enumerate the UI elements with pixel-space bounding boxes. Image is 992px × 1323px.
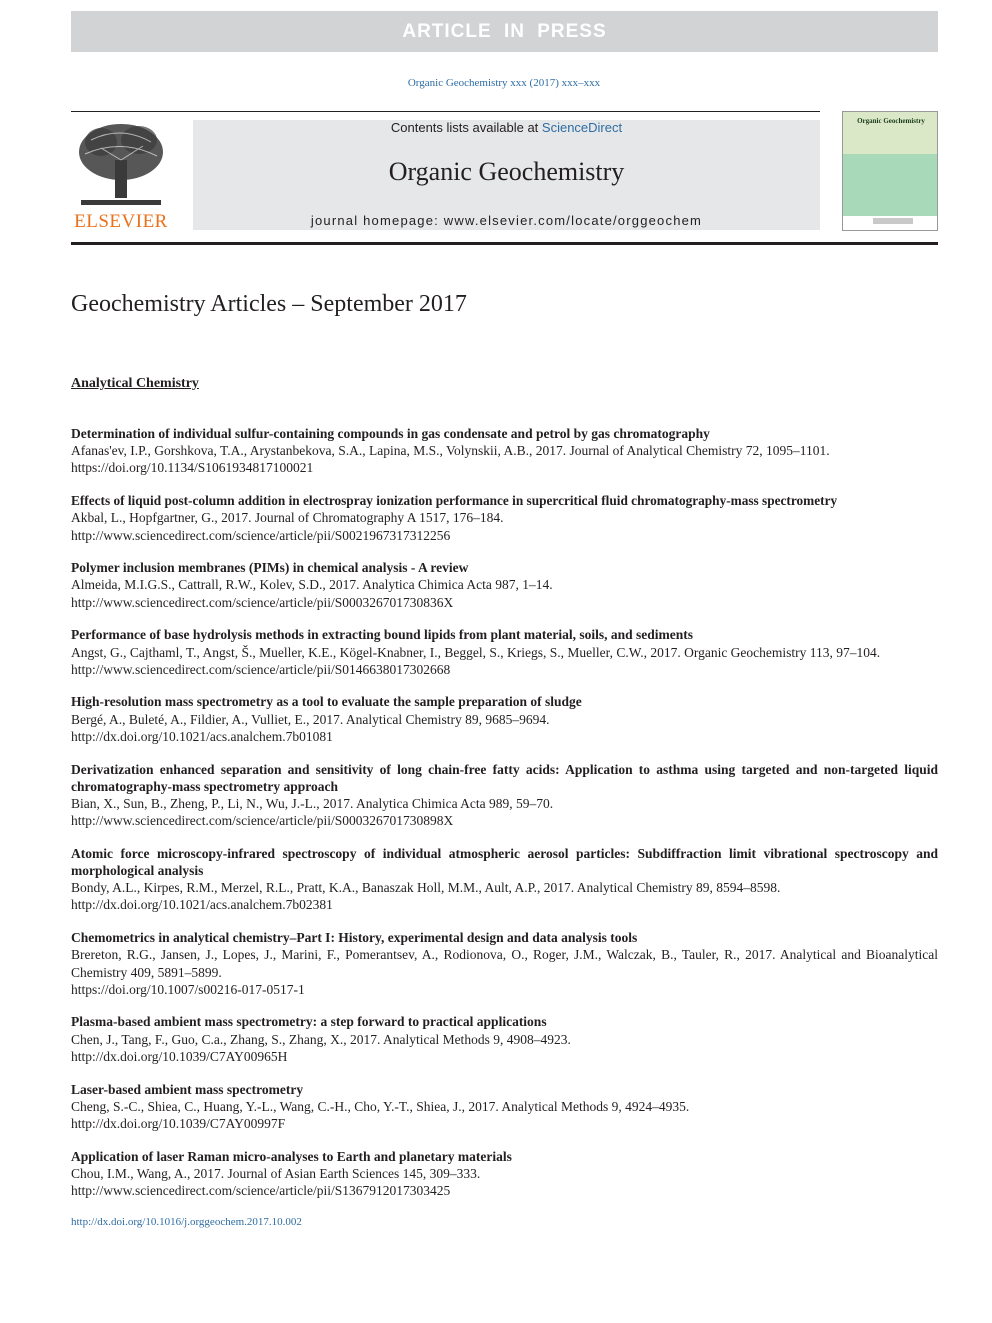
reference-title: Chemometrics in analytical chemistry–Part I: History, experimental design and data analysis tools bbox=[71, 930, 638, 946]
reference-item bbox=[71, 845, 938, 914]
journal-homepage-link[interactable]: journal homepage: www.elsevier.com/locate/orggeochem bbox=[310, 213, 703, 228]
reference-authors: Almeida, M.I.G.S., Cattrall, R.W., Kolev, S.D., 2017. Analytica Chimica Acta 987, 1–14. bbox=[71, 577, 553, 593]
reference-title: Laser-based ambient mass spectrometry bbox=[71, 1081, 304, 1097]
reference-title: Effects of liquid post-column addition in electrospray ionization performance in supercritical fluid chromatography-mass spectrometry bbox=[71, 493, 838, 509]
reference-link[interactable]: http://dx.doi.org/10.1021/acs.analchem.7b01081 bbox=[71, 728, 333, 744]
reference-authors: Afanas'ev, I.P., Gorshkova, T.A., Arystanbekova, S.A., Lapina, M.S., Volynskii, A.B., 2017. Journal of Analytical Chemistry 72, 1095–1101. bbox=[71, 443, 830, 459]
reference-authors: Chou, I.M., Wang, A., 2017. Journal of Asian Earth Sciences 145, 309–333. bbox=[71, 1165, 481, 1181]
reference-authors: Bergé, A., Buleté, A., Fildier, A., Vulliet, E., 2017. Analytical Chemistry 89, 9685–9694. bbox=[71, 711, 550, 727]
reference-authors: Cheng, S.-C., Shiea, C., Huang, Y.-L., Wang, C.-H., Cho, Y.-T., Shiea, J., 2017. Analytical Methods 9, 4924–4935. bbox=[71, 1098, 690, 1114]
reference-title: Determination of individual sulfur-containing compounds in gas condensate and petrol by gas chromatography bbox=[71, 426, 710, 441]
contents-available-line bbox=[193, 120, 820, 135]
reference-item bbox=[71, 693, 938, 745]
reference-authors: Bian, X., Sun, B., Zheng, P., Li, N., Wu, J.-L., 2017. Analytica Chimica Acta 989, 59–70. bbox=[71, 795, 554, 811]
reference-authors: Brereton, R.G., Jansen, J., Lopes, J., Marini, F., Pomerantsev, A., Rodionova, O., Roger, J.M., Walczak, B., Tauler, R., 2017. Analytical and Bioanalytical Chemistry 409, 5891–5899. bbox=[71, 947, 938, 980]
article-in-press-banner bbox=[71, 11, 938, 52]
reference-title: Plasma-based ambient mass spectrometry: a step forward to practical applications bbox=[71, 1014, 547, 1030]
reference-link[interactable]: http://www.sciencedirect.com/science/article/pii/S000326701730898X bbox=[71, 813, 454, 829]
reference-link[interactable]: http://dx.doi.org/10.1039/C7AY00997F bbox=[71, 1116, 286, 1131]
reference-item bbox=[71, 929, 938, 998]
sciencedirect-link[interactable]: ScienceDirect bbox=[541, 120, 623, 135]
reference-link[interactable]: https://doi.org/10.1134/S1061934817100021 bbox=[71, 460, 314, 476]
reference-item bbox=[71, 626, 938, 678]
reference-item bbox=[71, 492, 938, 544]
article-doi-link[interactable]: http://dx.doi.org/10.1016/j.orggeochem.2017.10.002 bbox=[71, 1216, 302, 1228]
header-divider-top bbox=[71, 111, 820, 112]
reference-authors: Chen, J., Tang, F., Guo, C.a., Zhang, S., Zhang, X., 2017. Analytical Methods 9, 4908–4923. bbox=[71, 1031, 571, 1047]
reference-link[interactable]: https://doi.org/10.1007/s00216-017-0517-1 bbox=[71, 981, 305, 997]
reference-authors: Akbal, L., Hopfgartner, G., 2017. Journal of Chromatography A 1517, 176–184. bbox=[71, 510, 504, 526]
journal-title: Organic Geochemistry bbox=[388, 157, 625, 186]
contents-prefix: Contents lists available at bbox=[390, 120, 542, 135]
journal-citation-link[interactable]: Organic Geochemistry xxx (2017) xxx–xxx bbox=[407, 77, 601, 89]
article-title: Geochemistry Articles – September 2017 bbox=[71, 291, 467, 317]
reference-list bbox=[71, 425, 938, 1215]
reference-link[interactable]: http://www.sciencedirect.com/science/article/pii/S000326701730836X bbox=[71, 594, 454, 610]
reference-item bbox=[71, 761, 938, 830]
reference-title: Derivatization enhanced separation and sensitivity of long chain-free fatty acids: Application to asthma using targeted and non-targeted liquid chromatography-mass spectrometry approach bbox=[71, 761, 938, 794]
reference-link[interactable]: http://www.sciencedirect.com/science/article/pii/S0146638017302668 bbox=[71, 661, 451, 677]
reference-title: High-resolution mass spectrometry as a tool to evaluate the sample preparation of sludge bbox=[71, 694, 582, 710]
reference-item bbox=[71, 1081, 938, 1133]
reference-item bbox=[71, 425, 938, 477]
reference-authors: Bondy, A.L., Kirpes, R.M., Merzel, R.L., Pratt, K.A., Banaszak Holl, M.M., Ault, A.P., 2017. Analytical Chemistry 89, 8594–8598. bbox=[71, 880, 781, 896]
reference-item bbox=[71, 1148, 938, 1200]
reference-item bbox=[71, 1013, 938, 1065]
reference-title: Polymer inclusion membranes (PIMs) in chemical analysis - A review bbox=[71, 560, 469, 576]
cover-title: Organic Geochemistry bbox=[857, 117, 925, 125]
reference-title: Application of laser Raman micro-analyses to Earth and planetary materials bbox=[71, 1148, 512, 1164]
section-heading: Analytical Chemistry bbox=[71, 376, 199, 391]
banner-text: ARTICLE IN PRESS bbox=[402, 20, 607, 42]
reference-link[interactable]: http://dx.doi.org/10.1039/C7AY00965H bbox=[71, 1048, 288, 1064]
reference-authors: Angst, G., Cajthaml, T., Angst, Š., Mueller, K.E., Kögel-Knabner, I., Beggel, S., Kriegs, S., Mueller, C.W., 2017. Organic Geochemistry 113, 97–104. bbox=[71, 644, 881, 660]
header-divider-bottom bbox=[71, 242, 938, 245]
reference-title: Performance of base hydrolysis methods in extracting bound lipids from plant material, soils, and sediments bbox=[71, 627, 694, 643]
reference-title: Atomic force microscopy-infrared spectroscopy of individual atmospheric aerosol particles: Subdiffraction limit vibrational spectroscopy and morphological analysis bbox=[71, 845, 938, 879]
reference-link[interactable]: http://www.sciencedirect.com/science/article/pii/S1367912017303425 bbox=[71, 1183, 451, 1199]
reference-link[interactable]: http://dx.doi.org/10.1021/acs.analchem.7b02381 bbox=[71, 897, 333, 913]
journal-masthead bbox=[193, 120, 820, 230]
journal-cover-thumbnail bbox=[842, 111, 938, 231]
publisher-wordmark: ELSEVIER bbox=[74, 211, 168, 232]
reference-link[interactable]: http://www.sciencedirect.com/science/article/pii/S0021967317312256 bbox=[71, 527, 451, 543]
reference-item bbox=[71, 559, 938, 611]
